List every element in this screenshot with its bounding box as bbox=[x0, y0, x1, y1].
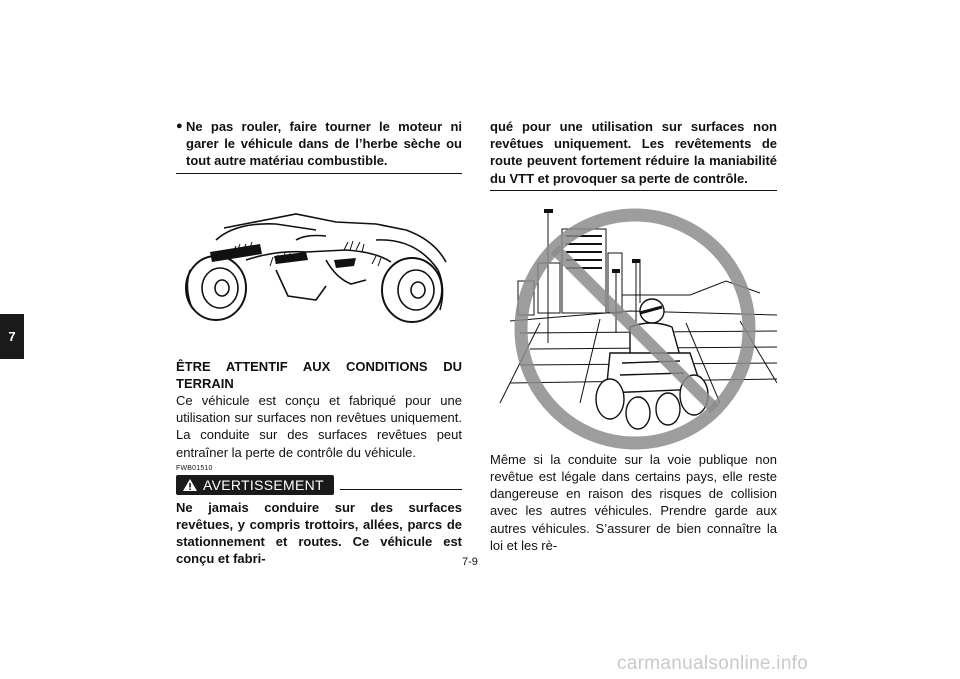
bullet-text: Ne pas rouler, faire tourner le moteur ni garer le véhicule dans de l’herbe sèche ou tout autre matériau combustible. bbox=[186, 119, 462, 169]
warning-bullet bbox=[176, 118, 462, 170]
warning-code: FWB01510 bbox=[176, 464, 213, 472]
section-body: Ce véhicule est conçu et fabriqué pour une utilisation sur surfaces non revêtues uniquement. La conduite sur des surfaces revêtues peut entraîner la perte de contrôle du véhicule. bbox=[176, 393, 462, 460]
atv-illustration bbox=[176, 200, 462, 340]
section-heading: ÊTRE ATTENTIF AUX CONDITIONS DU TERRAIN bbox=[176, 358, 462, 391]
chapter-tab-number: 7 bbox=[8, 329, 16, 344]
no-paved-roads-drawing bbox=[490, 203, 777, 451]
bullet-dot-icon: ● bbox=[176, 120, 183, 132]
warning-end-rule bbox=[176, 173, 462, 174]
right-body: Même si la conduite sur la voie publique non revêtue est légale dans certains pays, elle reste dangereuse en raison des risques de collision avec les autres véhicules. Prendre garde aux autres véhicules. S’assurer de bien connaître la loi et les rè- bbox=[490, 451, 777, 553]
paved-road-prohibition-illustration bbox=[490, 203, 777, 451]
watermark: carmanualsonline.info bbox=[617, 653, 809, 674]
chapter-tab bbox=[0, 314, 24, 359]
warning-text: Ne jamais conduire sur des surfaces revêtues, y compris trottoirs, allées, parcs de stationnement et routes. Ce véhicule est conçu et fabri- bbox=[176, 499, 462, 567]
warning-triangle-icon bbox=[182, 478, 198, 492]
warning-header-rule bbox=[340, 489, 462, 490]
warning-end-rule-right bbox=[490, 190, 777, 191]
warning-label: AVERTISSEMENT bbox=[203, 476, 324, 493]
atv-drawing bbox=[176, 200, 462, 340]
left-column bbox=[176, 118, 462, 568]
right-column bbox=[490, 118, 777, 554]
page-number: 7-9 bbox=[462, 556, 478, 568]
warning-header bbox=[176, 475, 462, 495]
warning-badge bbox=[176, 475, 334, 495]
warning-continuation: qué pour une utilisation sur surfaces non revêtues uniquement. Les revêtements de route peuvent fortement réduire la maniabilité du VTT et provoquer sa perte de contrôle. bbox=[490, 119, 777, 186]
